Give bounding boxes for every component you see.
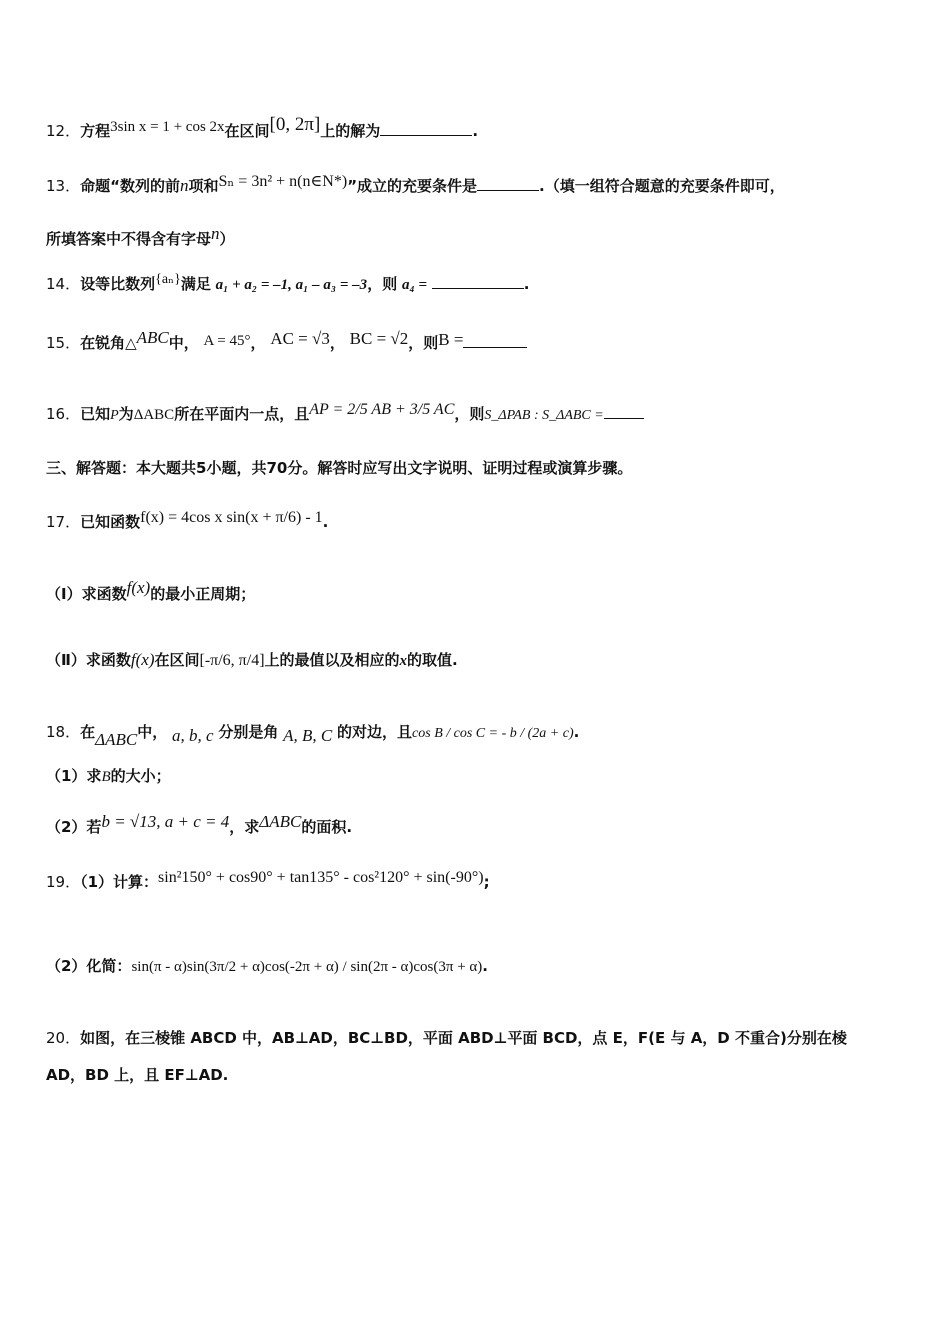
q18-text-a: 在 (80, 723, 96, 741)
q16-text-a: 已知 (80, 405, 111, 423)
q17-p1-text-a: （Ⅰ）求函数 (46, 585, 127, 603)
q14-text-a: 设等比数列 (80, 275, 156, 293)
question-17-part-2 (46, 648, 458, 673)
question-number: 20． (46, 1029, 81, 1047)
q13-line2-n: n (211, 224, 220, 243)
q13-line2-end: ） (219, 230, 235, 248)
q18-text-b: 中， (137, 723, 168, 741)
q12-end: . (472, 122, 479, 140)
q16-point-p: P (110, 408, 119, 423)
q14-text-c: ，则 (367, 275, 398, 293)
q18-p2-triangle: ΔABC (259, 812, 302, 831)
q13-equation: Sₙ = 3n² + n(n∈N*) (218, 173, 348, 190)
q15-angle-b: B = (438, 330, 464, 349)
section-heading: 三、解答题：本大题共5小题，共70分。解答时应写出文字说明、证明过程或演算步骤。 (46, 459, 633, 477)
question-13 (46, 170, 785, 198)
question-16 (46, 398, 644, 428)
q18-p2-text-c: 的面积. (301, 818, 353, 836)
q17-text-a: 已知函数 (80, 513, 141, 531)
q17-p2-text-d: 的取值. (407, 651, 458, 669)
q14-text-b: 满足 (180, 275, 211, 293)
q17-p2-function: f(x) (130, 650, 155, 669)
question-12 (46, 113, 478, 143)
q16-text-d: ，则 (454, 405, 485, 423)
question-18 (46, 720, 579, 752)
question-18-part-2 (46, 810, 352, 839)
q13-text-d: .（填一组符合题意的充要条件即可， (539, 177, 785, 195)
q17-p1-function: f(x) (126, 578, 151, 597)
q19-p1-text-a: （1）计算： (80, 873, 159, 891)
question-19 (46, 866, 490, 894)
q12-text-a: 方程 (80, 122, 111, 140)
q20-line-1: 如图，在三棱锥 ABCD 中，AB⊥AD，BC⊥BD，平面 ABD⊥平面 BCD，点 E，F(E 与 A，D 不重合)分别在棱 (80, 1029, 847, 1047)
q19-p2-end: . (482, 957, 488, 975)
q16-vector-equation: AP = 2/5 AB + 3/5 AC (309, 401, 455, 418)
question-20 (46, 1026, 847, 1050)
q17-end: . (322, 513, 329, 531)
answer-blank (380, 119, 472, 136)
question-15: 15．在锐角△ABC中， A = 45°， AC = √3， BC = √2，则B = (46, 326, 527, 355)
question-number: 16． (46, 405, 81, 423)
question-number: 19． (46, 873, 81, 891)
q18-text-d: 的对边，且 (337, 723, 413, 741)
question-19-part-2 (46, 954, 488, 979)
question-14 (46, 268, 530, 297)
question-18-part-1 (46, 764, 171, 789)
q19-p1-expression: sin²150° + cos90° + tan135° - cos²120° + sin(-90°) (158, 869, 484, 886)
q15-text-a: 在锐角△ (80, 334, 137, 352)
q13-text-b: 项和 (188, 177, 219, 195)
q18-sides: a, b, c (172, 726, 214, 745)
q19-p2-text-a: （2）化简： (46, 957, 132, 975)
q16-text-c: 所在平面内一点，且 (174, 405, 310, 423)
question-number: 15． (46, 334, 81, 352)
q12-text-b: 在区间 (224, 122, 270, 140)
q17-p1-text-b: 的最小正周期； (150, 585, 256, 603)
q12-equation: 3sin x = 1 + cos 2x (110, 119, 225, 135)
q14-sequence: {aₙ} (155, 272, 181, 287)
q18-text-c: 分别是角 (218, 723, 279, 741)
q14-condition: a₁ + a₂ = –1, a₁ – a₃ = –3 (215, 277, 368, 293)
question-number: 18． (46, 723, 81, 741)
q15-angle-a: A = 45° (203, 333, 251, 349)
q13-text-c: ”成立的充要条件是 (347, 177, 478, 195)
q17-p2-text-a: （Ⅱ）求函数 (46, 651, 131, 669)
q18-p1-text-a: （1）求 (46, 767, 102, 785)
question-13-line-2 (46, 222, 235, 251)
q16-area-ratio: S_ΔPAB : S_ΔABC = (484, 408, 604, 423)
q18-end: . (573, 723, 580, 741)
q13-line2-text: 所填答案中不得含有字母 (46, 230, 212, 248)
q17-p2-text-c: 上的最值以及相应的 (264, 651, 400, 669)
question-number: 14． (46, 275, 81, 293)
q16-triangle: ΔABC (133, 407, 175, 423)
question-17 (46, 506, 328, 534)
q18-equation: cos B / cos C = - b / (2a + c) (412, 726, 574, 741)
q19-p2-expression: sin(π - α)sin(3π/2 + α)cos(-2π + α) / sin(2π - α)cos(3π + α) (131, 959, 483, 975)
q18-p2-text-a: （2）若 (46, 818, 102, 836)
question-number: 17． (46, 513, 81, 531)
q18-p1-b: B (101, 769, 111, 785)
q18-p2-text-b: ，求 (229, 818, 260, 836)
question-number: 12． (46, 122, 81, 140)
question-number: 13． (46, 177, 81, 195)
q12-interval: [0, 2π] (269, 114, 321, 135)
q15-text-c: ，则 (408, 334, 439, 352)
q17-p2-x: x (399, 653, 408, 669)
q17-p2-text-b: 在区间 (154, 651, 200, 669)
q16-text-b: 为 (118, 405, 134, 423)
q17-p2-interval: [-π/6, π/4] (199, 652, 265, 669)
q15-side-bc: BC = √2 (349, 329, 409, 348)
answer-blank (477, 174, 539, 191)
question-17-part-1 (46, 576, 255, 606)
q12-text-c: 上的解为 (320, 122, 381, 140)
q13-text-a: 命题“数列的前 (80, 177, 180, 195)
answer-blank (463, 331, 527, 348)
q19-p1-end: ; (483, 873, 490, 891)
q20-line-2: AD，BD 上，且 EF⊥AD. (46, 1066, 229, 1084)
q14-end: . (523, 275, 530, 293)
answer-blank (432, 272, 524, 289)
q15-side-ac: AC = √3 (270, 329, 330, 348)
q15-text-b: 中， (168, 334, 199, 352)
q17-function: f(x) = 4cos x sin(x + π/6) - 1 (140, 509, 323, 526)
q18-triangle: ΔABC (95, 730, 138, 749)
q13-n: n (179, 176, 189, 195)
q18-p1-text-b: 的大小； (110, 767, 171, 785)
q15-triangle: ABC (136, 328, 169, 347)
q18-p2-condition: b = √13, a + c = 4 (101, 812, 230, 831)
q18-angles: A, B, C (283, 726, 333, 745)
q14-target: a₄ = (401, 277, 428, 293)
answer-blank (604, 402, 644, 419)
